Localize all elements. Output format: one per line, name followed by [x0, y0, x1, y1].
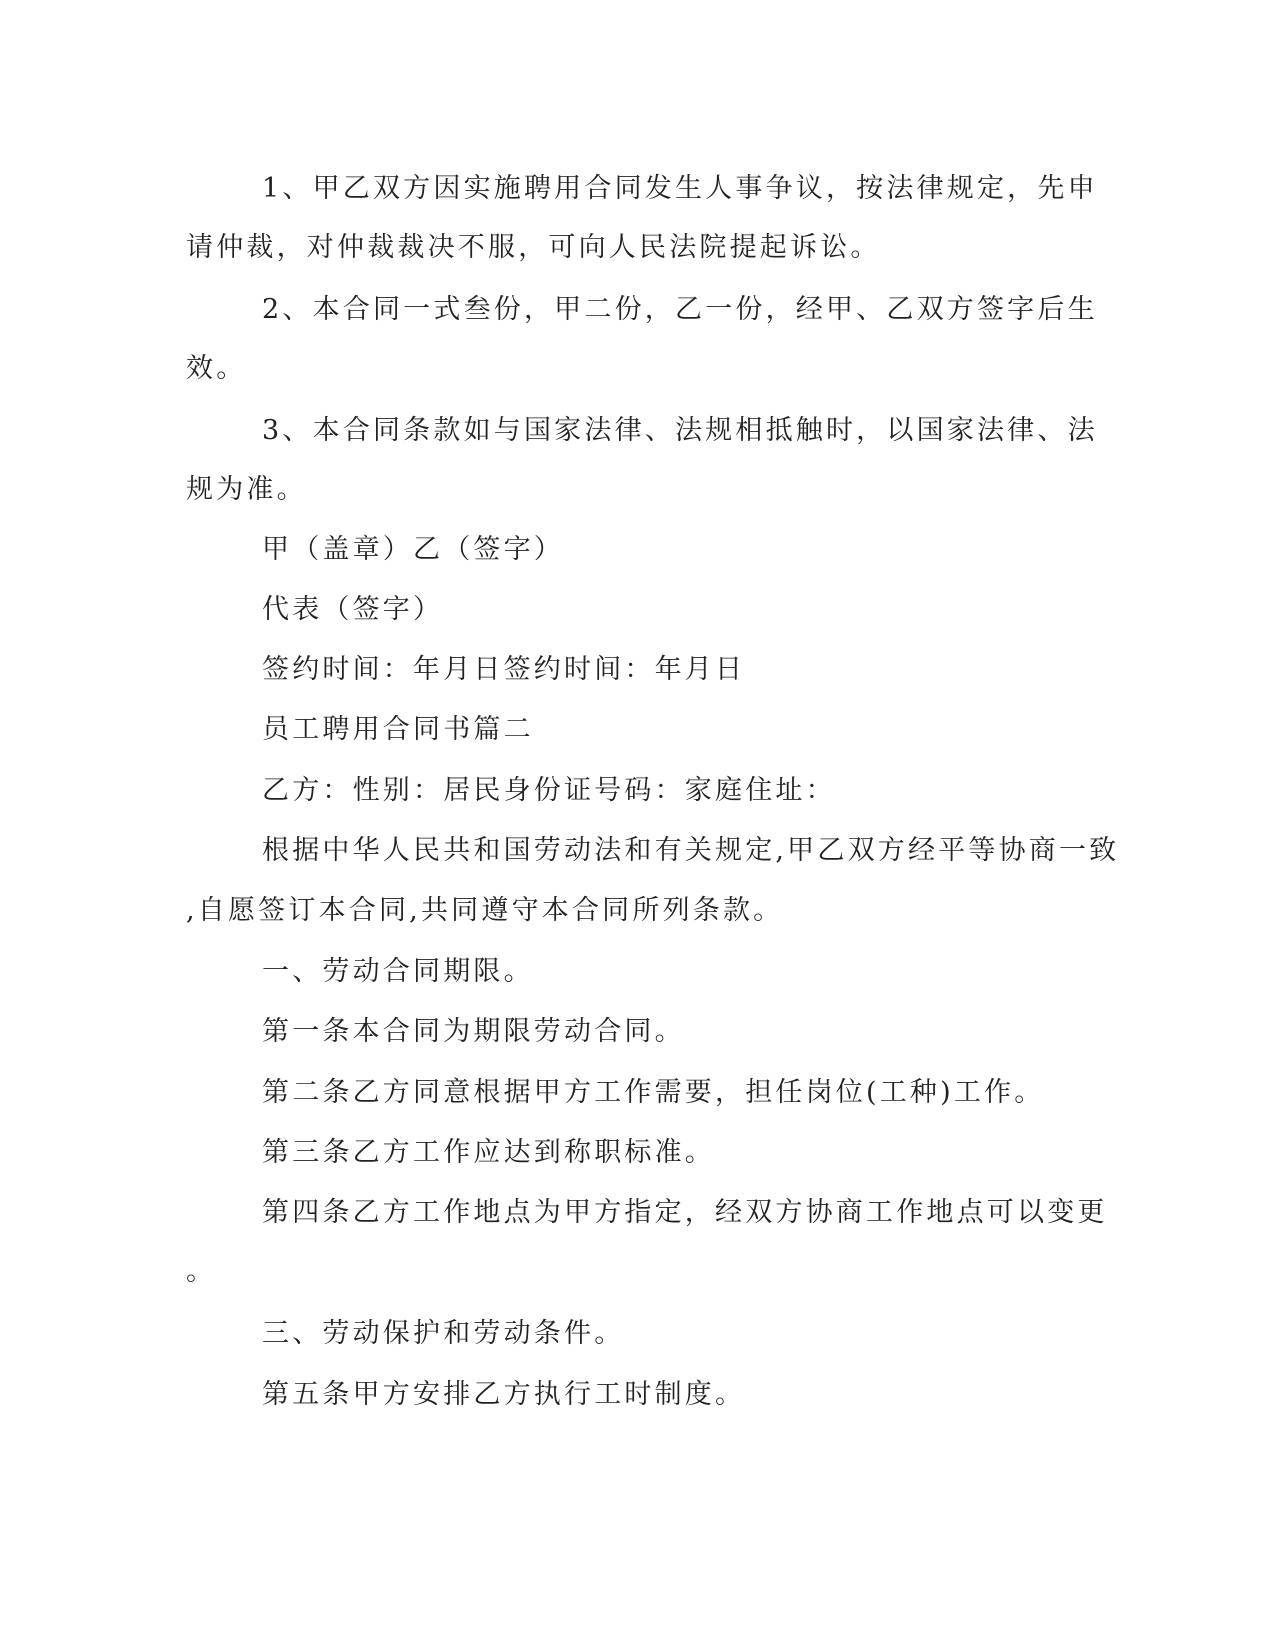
article-5: 第五条甲方安排乙方执行工时制度。: [262, 1379, 746, 1410]
clause-3-line-1: 3、本合同条款如与国家法律、法规相抵触时，以国家法律、法: [262, 415, 1098, 446]
chapter-heading-3: 三、劳动保护和劳动条件。: [262, 1318, 625, 1349]
representative-signature: 代表（签字）: [262, 594, 444, 625]
clause-2-line-1: 2、本合同一式叁份，甲二份，乙一份，经甲、乙双方签字后生: [262, 294, 1098, 325]
preamble-line-2: ,自愿签订本合同,共同遵守本合同所列条款。: [186, 895, 784, 926]
section-title: 员工聘用合同书篇二: [262, 714, 534, 745]
signature-parties: 甲（盖章）乙（签字）: [262, 534, 564, 565]
article-1: 第一条本合同为期限劳动合同。: [262, 1016, 685, 1047]
clause-2-line-2: 效。: [186, 353, 247, 384]
article-3: 第三条乙方工作应达到称职标准。: [262, 1137, 715, 1168]
preamble-line-1: 根据中华人民共和国劳动法和有关规定,甲乙双方经平等协商一致: [262, 835, 1120, 866]
chapter-heading-1: 一、劳动合同期限。: [262, 956, 534, 987]
party-b-info: 乙方：性别：居民身份证号码：家庭住址：: [262, 775, 836, 806]
article-4-line-2: 。: [186, 1256, 217, 1287]
article-4-line-1: 第四条乙方工作地点为甲方指定，经双方协商工作地点可以变更: [262, 1197, 1108, 1228]
clause-1-line-1: 1、甲乙双方因实施聘用合同发生人事争议，按法律规定，先申: [262, 173, 1098, 204]
clause-3-line-2: 规为准。: [186, 474, 307, 505]
clause-1-line-2: 请仲裁，对仲裁裁决不服，可向人民法院提起诉讼。: [186, 232, 881, 263]
signing-date: 签约时间：年月日签约时间：年月日: [262, 654, 746, 685]
article-2: 第二条乙方同意根据甲方工作需要，担任岗位(工种)工作。: [262, 1077, 1045, 1108]
